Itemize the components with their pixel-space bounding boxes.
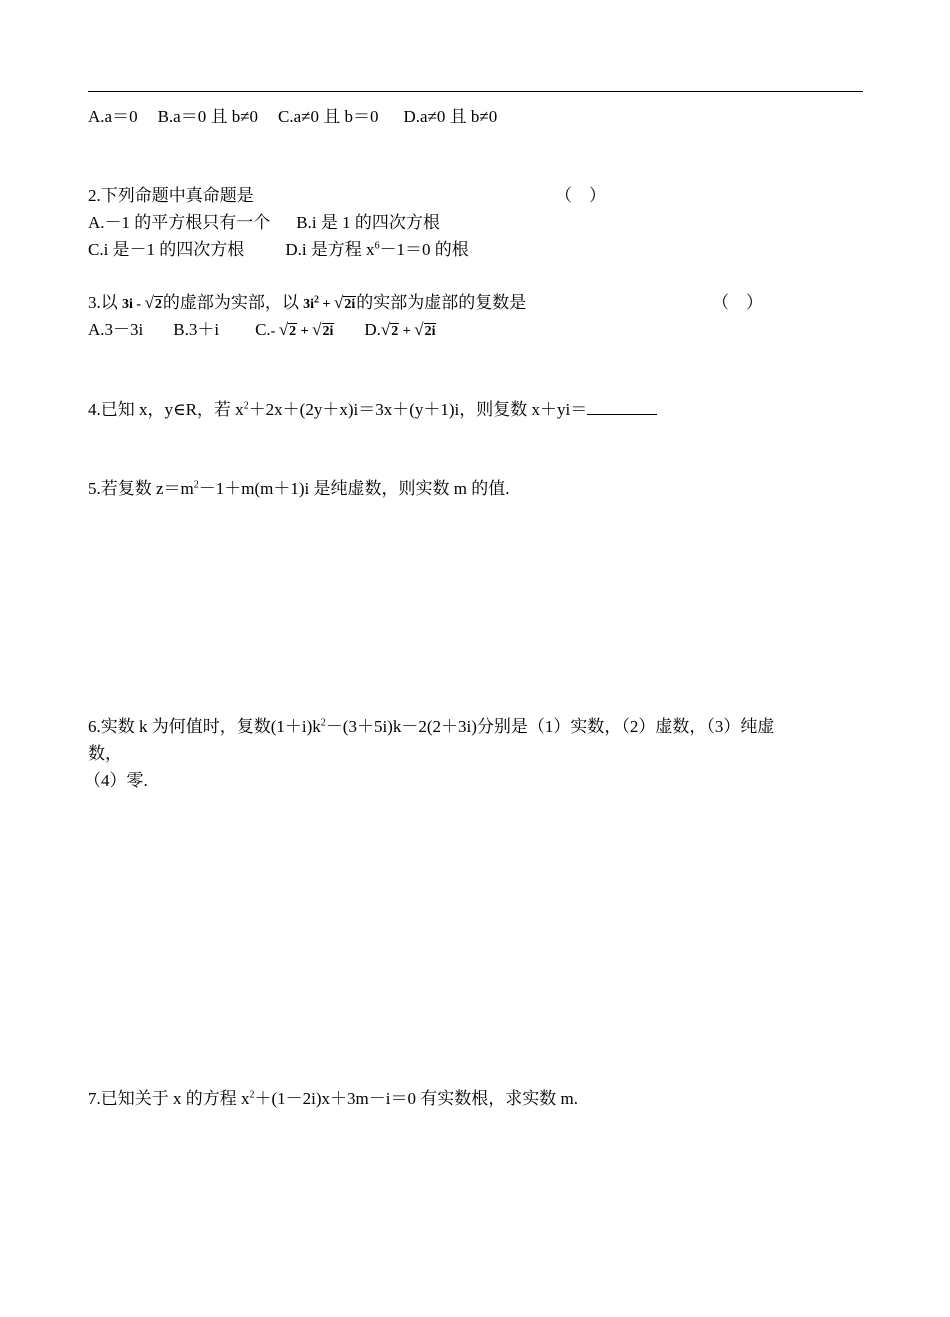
- q3-options: [88, 319, 436, 343]
- q3-option-b: B.3＋i: [173, 320, 220, 339]
- q5-stem: 5.若复数 $z=m^2-1+m(m+1)i$ 是纯虚数，则实数 m 的值.: [88, 479, 510, 498]
- q2-option-a: A.－1 的平方根只有一个: [88, 213, 271, 232]
- q6-stem: 6.实数 k 为何值时，复数$(1+i)k^2-(3+5i)k-2(2+3i)$分别是（1）实数，（2）虚数，（3）纯虚: [88, 717, 775, 736]
- q3-expr2: $3i^2 + √2i$: [303, 293, 356, 312]
- q1-option-d: D.a≠0 且 b≠0: [403, 107, 498, 126]
- q4-stem: 4.已知 x，y∈R，若 $x^2+2x+(2y+x)i=3x+(y+1)i$，则复数 x＋yi＝: [88, 398, 657, 421]
- q3-option-c: C.- √2 + √2i: [255, 320, 334, 339]
- q3-answer-paren: （ ）: [712, 293, 763, 312]
- q1-option-b: B.a＝0 且 b≠0: [157, 107, 259, 126]
- q4-answer-blank[interactable]: [587, 398, 657, 415]
- q1-option-c: C.a≠0 且 b＝0: [278, 107, 379, 126]
- q3-prefix: 3.以: [88, 293, 118, 312]
- q2-answer-paren: （ ）: [555, 186, 606, 205]
- q2-option-b: B.i 是 1 的四次方根: [296, 213, 440, 232]
- q1-option-a: A.a＝0: [88, 107, 138, 126]
- q3-option-a: A.3－3i: [88, 320, 144, 339]
- q2-options-row1: [88, 212, 440, 234]
- q3-stem: [88, 292, 526, 316]
- q6-line3: （4）零.: [84, 771, 148, 790]
- q3-suffix: 的实部为虚部的复数是: [356, 293, 527, 312]
- q2-option-c: C.i 是－1 的四次方根: [88, 240, 245, 259]
- q3-expr1: 3i - √2: [122, 293, 162, 312]
- q3-mid: 的虚部为实部，以: [162, 293, 299, 312]
- q7-stem: 7.已知关于 x 的方程 $x^2+(1-2i)x+3m-i=0$ 有实数根，求实数 m.: [88, 1089, 578, 1108]
- q2-stem: 2.下列命题中真命题是: [88, 186, 254, 205]
- q1-options: [88, 106, 497, 128]
- header-rule: [88, 91, 863, 92]
- q2-options-row2: [88, 239, 469, 261]
- q6-line2: 数，: [88, 744, 122, 763]
- q3-option-d: D.√2 + √2i: [364, 320, 436, 339]
- q2-option-d: D.i 是方程 $x^6-1=0$ 的根: [285, 240, 469, 259]
